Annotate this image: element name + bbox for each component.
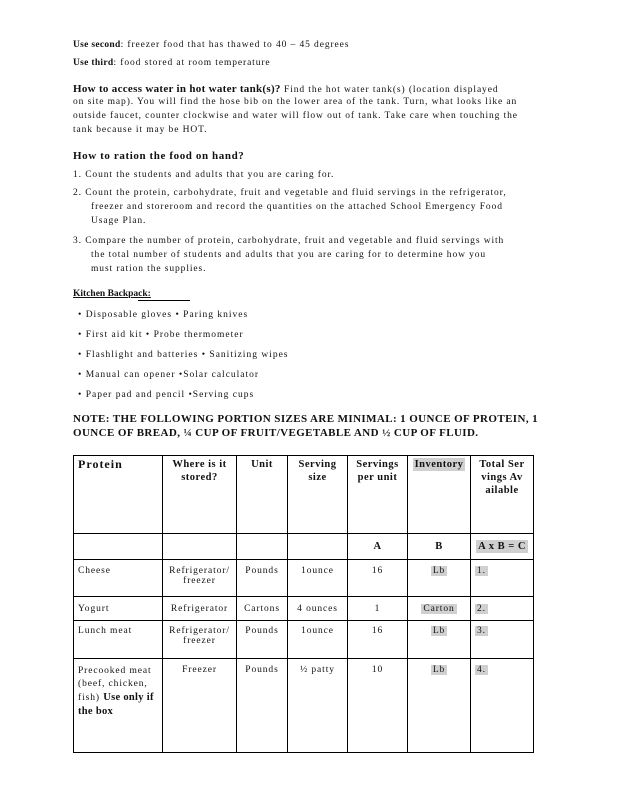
serving-size: 1ounce: [288, 621, 348, 659]
serving-size: 4 ounces: [288, 597, 348, 621]
header-servings-per-unit: Servings per unit: [348, 456, 408, 534]
unit: Cartons: [237, 597, 288, 621]
formula-row: [74, 534, 534, 560]
ration-step-3-line-3: must ration the supplies.: [91, 264, 207, 274]
use-second-line: [73, 40, 349, 50]
header-inventory: [408, 456, 471, 534]
total-servings: [471, 560, 534, 597]
storage-location: Freezer: [163, 659, 237, 753]
use-third-label: Use third: [73, 58, 114, 68]
inventory-unit: Carton: [423, 603, 455, 614]
total-number: 3.: [477, 626, 486, 636]
storage-location: Refrigerator/ freezer: [163, 560, 237, 597]
backpack-item: • Disposable gloves • Paring knives: [78, 310, 249, 320]
kitchen-backpack-title: Kitchen Backpack:: [73, 289, 151, 299]
unit: Pounds: [237, 621, 288, 659]
formula-axb: [471, 534, 534, 560]
use-second-label: Use second: [73, 40, 121, 50]
servings-per-unit: 1: [348, 597, 408, 621]
backpack-item: • Manual can opener •Solar calculator: [78, 370, 260, 380]
hot-water-text-1: Find the hot water tank(s) (location displayed: [280, 85, 499, 95]
backpack-item: • Paper pad and pencil •Serving cups: [78, 390, 255, 400]
inventory-cell: [408, 597, 471, 621]
hot-water-line-4: tank because it may be HOT.: [73, 125, 208, 135]
header-serving-size: Serving size: [288, 456, 348, 534]
hot-water-line-2: on site map). You will find the hose bib on the lower area of the tank. Turn, what looks like an: [73, 97, 518, 107]
unit: Pounds: [237, 659, 288, 753]
food-item: Yogurt: [74, 597, 163, 621]
inventory-cell: [408, 560, 471, 597]
inventory-cell: [408, 621, 471, 659]
food-usage-table: [73, 455, 534, 753]
header-unit: Unit: [237, 456, 288, 534]
hot-water-line-1: [73, 83, 498, 95]
table-cell: [163, 534, 237, 560]
portion-note: NOTE: THE FOLLOWING PORTION SIZES ARE MINIMAL: 1 OUNCE OF PROTEIN, 1 OUNCE OF BREAD, ¼ CUP OF FRUIT/VEGETABLE AND ½ CUP OF FLUID.: [73, 413, 539, 439]
serving-size: ½ patty: [288, 659, 348, 753]
serving-size: 1ounce: [288, 560, 348, 597]
unit: Pounds: [237, 560, 288, 597]
ration-step-2-line-1: 2. Count the protein, carbohydrate, fruit and vegetable and fluid servings in the refrigerator,: [73, 188, 507, 198]
total-number: 1.: [477, 566, 486, 576]
total-servings: [471, 597, 534, 621]
hot-water-line-3: outside faucet, counter clockwise and water will flow out of tank. Take care when touching the: [73, 111, 518, 121]
table-cell: [288, 534, 348, 560]
backpack-item: • First aid kit • Probe thermometer: [78, 330, 244, 340]
food-item-cell: [74, 659, 163, 753]
inventory-unit: Lb: [432, 626, 446, 636]
table-row: [74, 659, 534, 753]
ration-step-1: 1. Count the students and adults that you are caring for.: [73, 170, 335, 180]
use-third-line: [73, 58, 271, 68]
inventory-cell: [408, 659, 471, 753]
table-row: [74, 597, 534, 621]
use-third-text: : food stored at room temperature: [113, 58, 271, 68]
header-where-stored: Where is it stored?: [163, 456, 237, 534]
servings-per-unit: 10: [348, 659, 408, 753]
total-servings: [471, 621, 534, 659]
inventory-label: Inventory: [414, 459, 464, 470]
total-number: 4.: [477, 665, 486, 675]
formula-axb-label: A x B = C: [478, 541, 526, 552]
table-header-row: [74, 456, 534, 534]
use-second-text: : freezer food that has thawed to 40 – 45 degrees: [120, 40, 350, 50]
table-cell: [237, 534, 288, 560]
food-item-note: Use only if the box: [78, 692, 154, 717]
ration-heading: How to ration the food on hand?: [73, 150, 245, 162]
servings-per-unit: 16: [348, 560, 408, 597]
inventory-unit: Lb: [432, 665, 446, 675]
ration-step-2-line-3: Usage Plan.: [91, 216, 147, 226]
hot-water-heading: How to access water in hot water tank(s)?: [73, 83, 281, 95]
table-row: [74, 621, 534, 659]
formula-b: B: [408, 534, 471, 560]
formula-a: A: [348, 534, 408, 560]
backpack-item: • Flashlight and batteries • Sanitizing wipes: [78, 350, 289, 360]
ration-step-2-line-2: freezer and storeroom and record the quantities on the attached School Emergency Food: [91, 202, 503, 212]
table-row: [74, 560, 534, 597]
total-servings: [471, 659, 534, 753]
food-item: Cheese: [74, 560, 163, 597]
total-number: 2.: [477, 603, 486, 614]
servings-per-unit: 16: [348, 621, 408, 659]
header-total-servings: Total Servings Available: [471, 456, 534, 534]
header-protein: Protein: [74, 456, 163, 534]
table-cell: [74, 534, 163, 560]
inventory-unit: Lb: [432, 566, 446, 576]
ration-step-3-line-1: 3. Compare the number of protein, carbohydrate, fruit and vegetable and fluid servings with: [73, 236, 505, 246]
storage-location: Refrigerator: [163, 597, 237, 621]
storage-location: Refrigerator/ freezer: [163, 621, 237, 659]
ration-step-3-line-2: the total number of students and adults that you are caring for to determine how you: [91, 250, 487, 260]
title-underline: [138, 300, 190, 301]
food-item: Lunch meat: [74, 621, 163, 659]
food-item: Precooked meat (beef, chicken, fish): [78, 666, 152, 703]
